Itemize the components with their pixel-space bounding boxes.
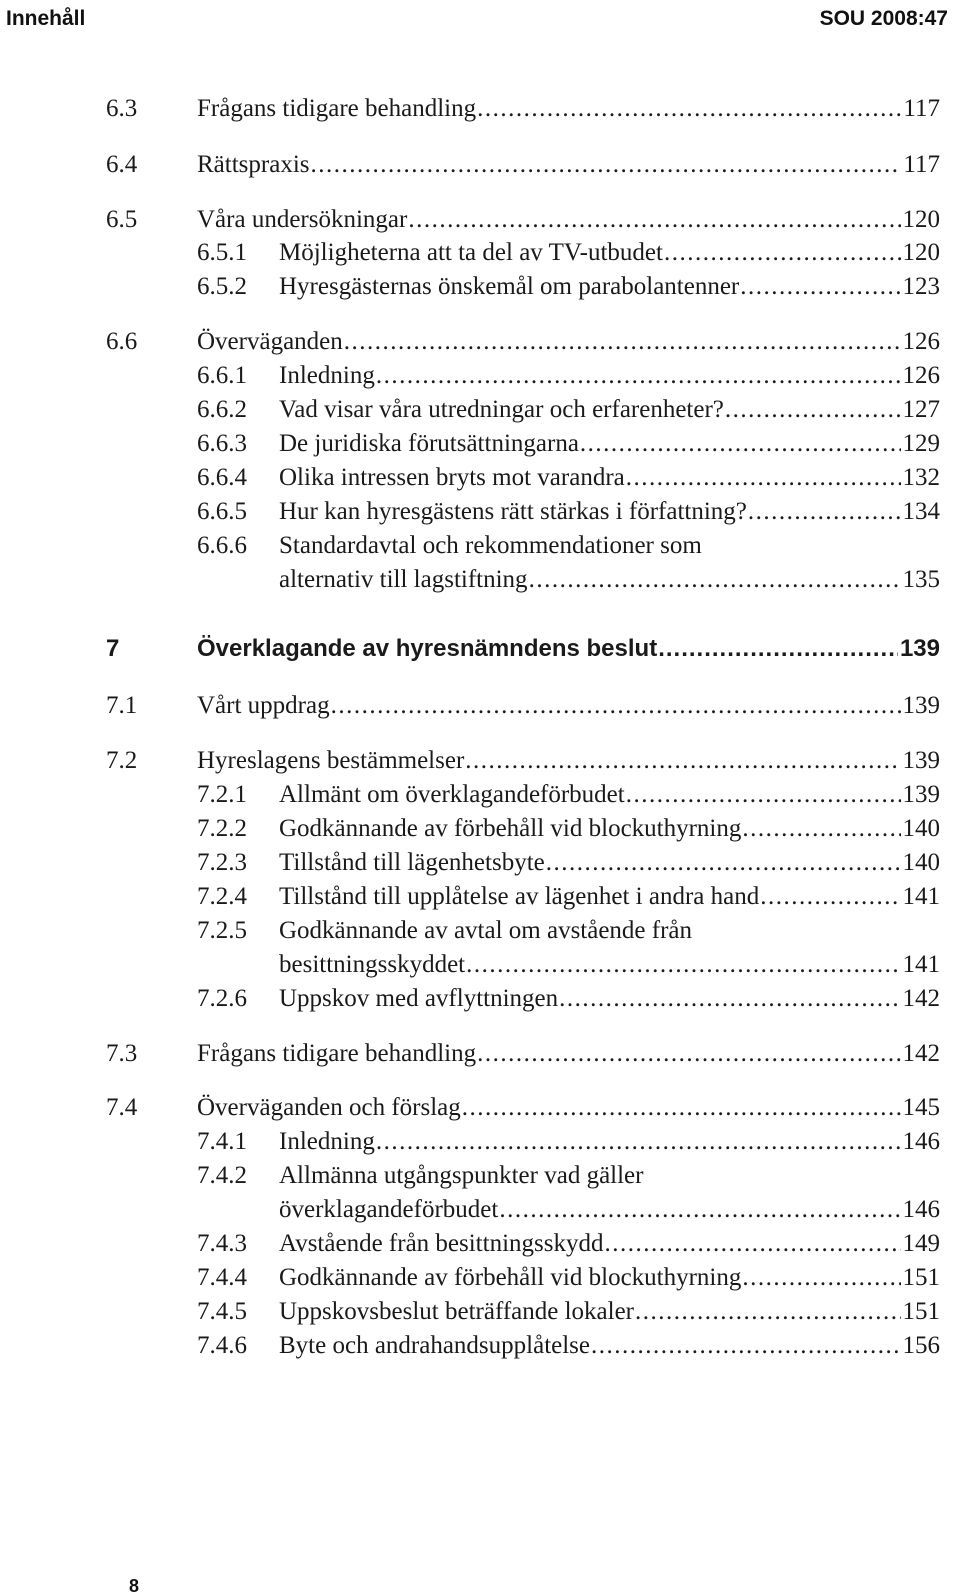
entry-number: 7.4.1 (197, 1128, 247, 1155)
dot-leader (740, 270, 900, 304)
entry-title: Standardavtal och rekommendationer som (279, 532, 702, 559)
toc-entry[interactable] (0, 1037, 960, 1071)
entry-title: Möjligheterna att ta del av TV-utbudet (279, 239, 663, 266)
entry-page: 123 (902, 273, 940, 300)
dot-leader (462, 1091, 901, 1125)
entry-page: 132 (902, 464, 940, 491)
chapter-page: 139 (899, 635, 940, 662)
toc-entry[interactable] (0, 744, 960, 778)
entry-number: 6.6 (106, 328, 138, 355)
entry-number: 7.2.2 (197, 815, 247, 842)
entry-title: Uppskov med avflyttningen (279, 985, 559, 1012)
toc-entry[interactable] (0, 393, 960, 427)
entry-number: 7.2.6 (197, 985, 247, 1012)
entry-number: 6.5 (106, 206, 138, 233)
entry-number: 7.2.4 (197, 883, 247, 910)
entry-page: 141 (902, 883, 940, 910)
dot-leader (499, 1193, 900, 1227)
entry-page: 149 (902, 1230, 940, 1257)
dot-leader (760, 880, 900, 914)
entry-page: 117 (903, 95, 940, 122)
toc-entry[interactable] (0, 880, 960, 914)
dot-leader (635, 1295, 901, 1329)
entry-number: 6.6.5 (197, 498, 247, 525)
entry-title: Vad visar våra utredningar och erfarenheter? (279, 396, 724, 423)
toc-entry[interactable] (0, 1159, 960, 1193)
entry-title: Vårt uppdrag (197, 692, 330, 719)
entry-page: 134 (902, 498, 940, 525)
dot-leader (376, 359, 901, 393)
toc-entry[interactable] (0, 1261, 960, 1295)
toc-entry[interactable] (0, 1329, 960, 1363)
entry-title: Frågans tidigare behandling (197, 95, 477, 122)
toc-entry[interactable] (0, 982, 960, 1016)
toc-entry[interactable] (0, 325, 960, 359)
dot-leader (331, 689, 901, 723)
entry-title: Byte och andrahandsupplåtelse (279, 1332, 591, 1359)
entry-title: Hyreslagens bestämmelser (197, 747, 465, 774)
running-header-section: Innehåll (6, 7, 86, 30)
entry-title: Inledning (279, 362, 375, 389)
entry-page: 142 (902, 1040, 940, 1067)
entry-title: Avstående från besittningsskydd (279, 1230, 604, 1257)
entry-title: Inledning (279, 1128, 375, 1155)
entry-page: 129 (902, 430, 940, 457)
entry-page: 120 (902, 239, 940, 266)
dot-leader (559, 982, 900, 1016)
entry-title: Våra undersökningar (197, 206, 408, 233)
entry-page: 126 (902, 328, 940, 355)
entry-number: 7.2.1 (197, 781, 247, 808)
page-number: 8 (129, 1576, 140, 1596)
entry-page: 146 (902, 1128, 940, 1155)
dot-leader (664, 236, 901, 270)
dot-leader (626, 778, 901, 812)
entry-page: 139 (902, 747, 940, 774)
toc-entry[interactable] (0, 812, 960, 846)
running-header-doc-id: SOU 2008:47 (819, 7, 948, 30)
entry-number: 6.6.1 (197, 362, 247, 389)
entry-page: 135 (902, 566, 940, 593)
dot-leader (466, 948, 900, 982)
entry-page: 139 (902, 692, 940, 719)
toc-entry[interactable] (0, 148, 960, 182)
entry-title: Godkännande av förbehåll vid blockuthyrning (279, 815, 742, 842)
toc-entry[interactable] (0, 92, 960, 126)
entry-title: Godkännande av förbehåll vid blockuthyrning (279, 1264, 742, 1291)
toc-entry[interactable] (0, 1227, 960, 1261)
entry-number: 7.4.2 (197, 1162, 247, 1189)
entry-page: 117 (903, 151, 940, 178)
entry-number: 6.4 (106, 151, 138, 178)
dot-leader (591, 1329, 900, 1363)
toc-entry[interactable] (0, 270, 960, 304)
toc-entry[interactable] (0, 495, 960, 529)
entry-title: besittningsskyddet (279, 951, 466, 978)
entry-number: 7.3 (106, 1040, 138, 1067)
dot-leader (626, 461, 901, 495)
entry-title: De juridiska förutsättningarna (279, 430, 579, 457)
dot-leader (604, 1227, 900, 1261)
dot-leader (465, 744, 900, 778)
entry-page: 127 (902, 396, 940, 423)
toc-entry[interactable] (0, 359, 960, 393)
toc-entry[interactable] (0, 846, 960, 880)
toc-entry[interactable] (0, 529, 960, 563)
entry-page: 142 (902, 985, 940, 1012)
entry-title: Hur kan hyresgästens rätt stärkas i författning? (279, 498, 747, 525)
entry-page: 120 (902, 206, 940, 233)
chapter-number: 7 (106, 635, 120, 662)
entry-title: överklagandeförbudet (279, 1196, 499, 1223)
entry-page: 146 (902, 1196, 940, 1223)
dot-leader (477, 1037, 900, 1071)
dot-leader (376, 1125, 901, 1159)
entry-title: Tillstånd till upplåtelse av lägenhet i andra hand (279, 883, 760, 910)
toc-entry[interactable] (0, 689, 960, 723)
toc-entry[interactable] (0, 461, 960, 495)
entry-page: 151 (902, 1264, 940, 1291)
entry-number: 7.2.3 (197, 849, 247, 876)
entry-title: Allmänt om överklagandeförbudet (279, 781, 625, 808)
entry-title: Godkännande av avtal om avstående från (279, 917, 693, 944)
entry-page: 139 (902, 781, 940, 808)
toc-entry[interactable] (0, 1125, 960, 1159)
toc-entry[interactable] (0, 427, 960, 461)
toc-entry-continuation[interactable] (0, 948, 960, 982)
toc-chapter-entry[interactable] (0, 632, 960, 666)
entry-number: 6.6.6 (197, 532, 247, 559)
dot-leader (344, 325, 901, 359)
entry-number: 7.4.6 (197, 1332, 247, 1359)
entry-number: 7.1 (106, 692, 138, 719)
entry-number: 6.5.1 (197, 239, 247, 266)
entry-number: 6.6.4 (197, 464, 247, 491)
entry-number: 6.5.2 (197, 273, 247, 300)
entry-title: Frågans tidigare behandling (197, 1040, 477, 1067)
toc-entry-continuation[interactable] (0, 563, 960, 597)
entry-page: 145 (902, 1094, 940, 1121)
entry-title: Uppskovsbeslut beträffande lokaler (279, 1298, 634, 1325)
entry-page: 141 (902, 951, 940, 978)
entry-number: 6.6.3 (197, 430, 247, 457)
entry-title: Överväganden (197, 328, 343, 355)
toc-entry[interactable] (0, 1295, 960, 1329)
dot-leader (658, 632, 898, 666)
entry-title: Olika intressen bryts mot varandra (279, 464, 625, 491)
dot-leader (725, 393, 901, 427)
toc-entry[interactable] (0, 778, 960, 812)
entry-number: 6.6.2 (197, 396, 247, 423)
entry-title: Allmänna utgångspunkter vad gäller (279, 1162, 644, 1189)
entry-page: 140 (902, 849, 940, 876)
entry-title: Rättspraxis (197, 151, 310, 178)
dot-leader (477, 92, 901, 126)
entry-page: 156 (902, 1332, 940, 1359)
entry-page: 126 (902, 362, 940, 389)
entry-number: 7.2 (106, 747, 138, 774)
chapter-title: Överklagande av hyresnämndens beslut (197, 635, 658, 662)
dot-leader (742, 812, 900, 846)
dot-leader (529, 563, 901, 597)
entry-page: 151 (902, 1298, 940, 1325)
dot-leader (742, 1261, 900, 1295)
entry-number: 7.4.4 (197, 1264, 247, 1291)
entry-title: Överväganden och förslag (197, 1094, 461, 1121)
toc-entry-continuation[interactable] (0, 1193, 960, 1227)
dot-leader (311, 148, 902, 182)
toc-entry[interactable] (0, 914, 960, 948)
entry-title: alternativ till lagstiftning (279, 566, 528, 593)
entry-number: 7.4 (106, 1094, 138, 1121)
toc-entry[interactable] (0, 1091, 960, 1125)
entry-page: 140 (902, 815, 940, 842)
entry-title: Tillstånd till lägenhetsbyte (279, 849, 545, 876)
toc-entry[interactable] (0, 236, 960, 270)
entry-title: Hyresgästernas önskemål om parabolantenner (279, 273, 740, 300)
entry-number: 7.4.3 (197, 1230, 247, 1257)
entry-number: 6.3 (106, 95, 138, 122)
dot-leader (546, 846, 901, 880)
entry-number: 7.2.5 (197, 917, 247, 944)
entry-number: 7.4.5 (197, 1298, 247, 1325)
dot-leader (408, 203, 900, 237)
toc-entry[interactable] (0, 203, 960, 237)
dot-leader (748, 495, 901, 529)
dot-leader (580, 427, 901, 461)
